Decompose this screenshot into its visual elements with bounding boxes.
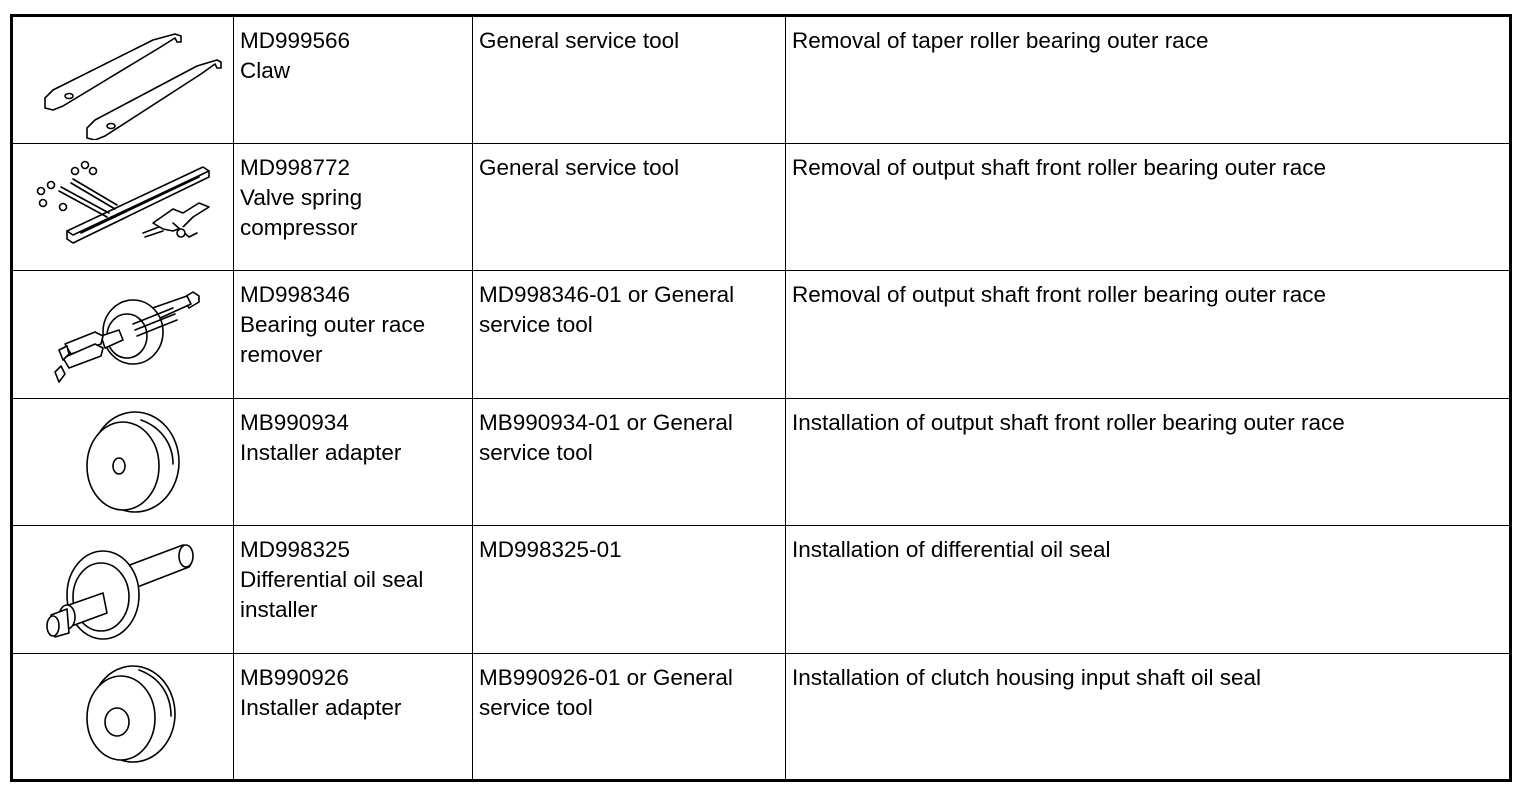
tool-number-cell [234,653,473,781]
table-row [12,143,1511,271]
supersession-text: General service tool [479,28,680,53]
application-cell [786,271,1511,399]
tool-number-cell [234,526,473,654]
bearing-race-remover-icon [23,274,223,394]
tool-number: MB990926 [240,664,349,690]
supersession-text: MB990934-01 or General [479,409,733,435]
application-text: Installation of output shaft front roller bearing outer race [792,409,1345,435]
supersession-cell [473,271,786,399]
application-text: Removal of taper roller bearing outer race [792,28,1209,53]
application-text: Installation of clutch housing input shaft oil seal [792,664,1262,690]
tool-image-cell [12,143,234,271]
tool-name: Claw [240,58,291,83]
tool-image-cell [12,271,234,399]
tool-name: Installer adapter [240,694,402,720]
supersession-text: General service tool [479,154,680,180]
installer-adapter-icon [23,656,223,776]
tool-number: MD998325 [240,537,351,562]
tool-number-cell [234,271,473,399]
tool-number-cell [234,16,473,144]
supersession-cell [473,526,786,654]
tool-name: installer [240,597,318,622]
table-row [12,16,1511,144]
application-cell [786,16,1511,144]
table-row [12,398,1511,526]
special-tools-table [10,14,1512,782]
tool-image-cell [12,398,234,526]
application-cell [786,398,1511,526]
tool-number: MD998346 [240,282,351,307]
table-row [12,526,1511,654]
application-text: Installation of differential oil seal [792,537,1111,562]
tool-number: MD999566 [240,28,351,53]
tool-name: Valve spring [240,184,363,210]
supersession-text: MD998346-01 or General [479,282,735,307]
tool-name: Installer adapter [240,439,402,465]
application-text: Removal of output shaft front roller bearing outer race [792,282,1327,307]
supersession-text: MD998325-01 [479,537,622,562]
application-text: Removal of output shaft front roller bearing outer race [792,154,1327,180]
supersession-text: service tool [479,312,593,337]
supersession-cell [473,398,786,526]
table-row [12,271,1511,399]
tool-name: remover [240,342,323,367]
application-cell [786,653,1511,781]
tool-image-cell [12,526,234,654]
supersession-text: service tool [479,439,593,465]
oil-seal-installer-icon [23,529,223,649]
application-cell [786,143,1511,271]
tool-name: Differential oil seal [240,567,424,592]
tool-image-cell [12,653,234,781]
supersession-cell [473,16,786,144]
tool-number: MB990934 [240,409,349,435]
tool-number-cell [234,398,473,526]
application-cell [786,526,1511,654]
supersession-cell [473,653,786,781]
tool-image-cell [12,16,234,144]
tool-number: MD998772 [240,154,351,180]
tool-name: compressor [240,214,358,240]
installer-adapter-icon [23,402,223,522]
supersession-text: MB990926-01 or General [479,664,733,690]
tool-number-cell [234,143,473,271]
valve-spring-compressor-icon [23,147,223,267]
supersession-text: service tool [479,694,593,720]
supersession-cell [473,143,786,271]
tool-name: Bearing outer race [240,312,426,337]
table-row [12,653,1511,781]
claw-tool-icon [23,20,223,140]
